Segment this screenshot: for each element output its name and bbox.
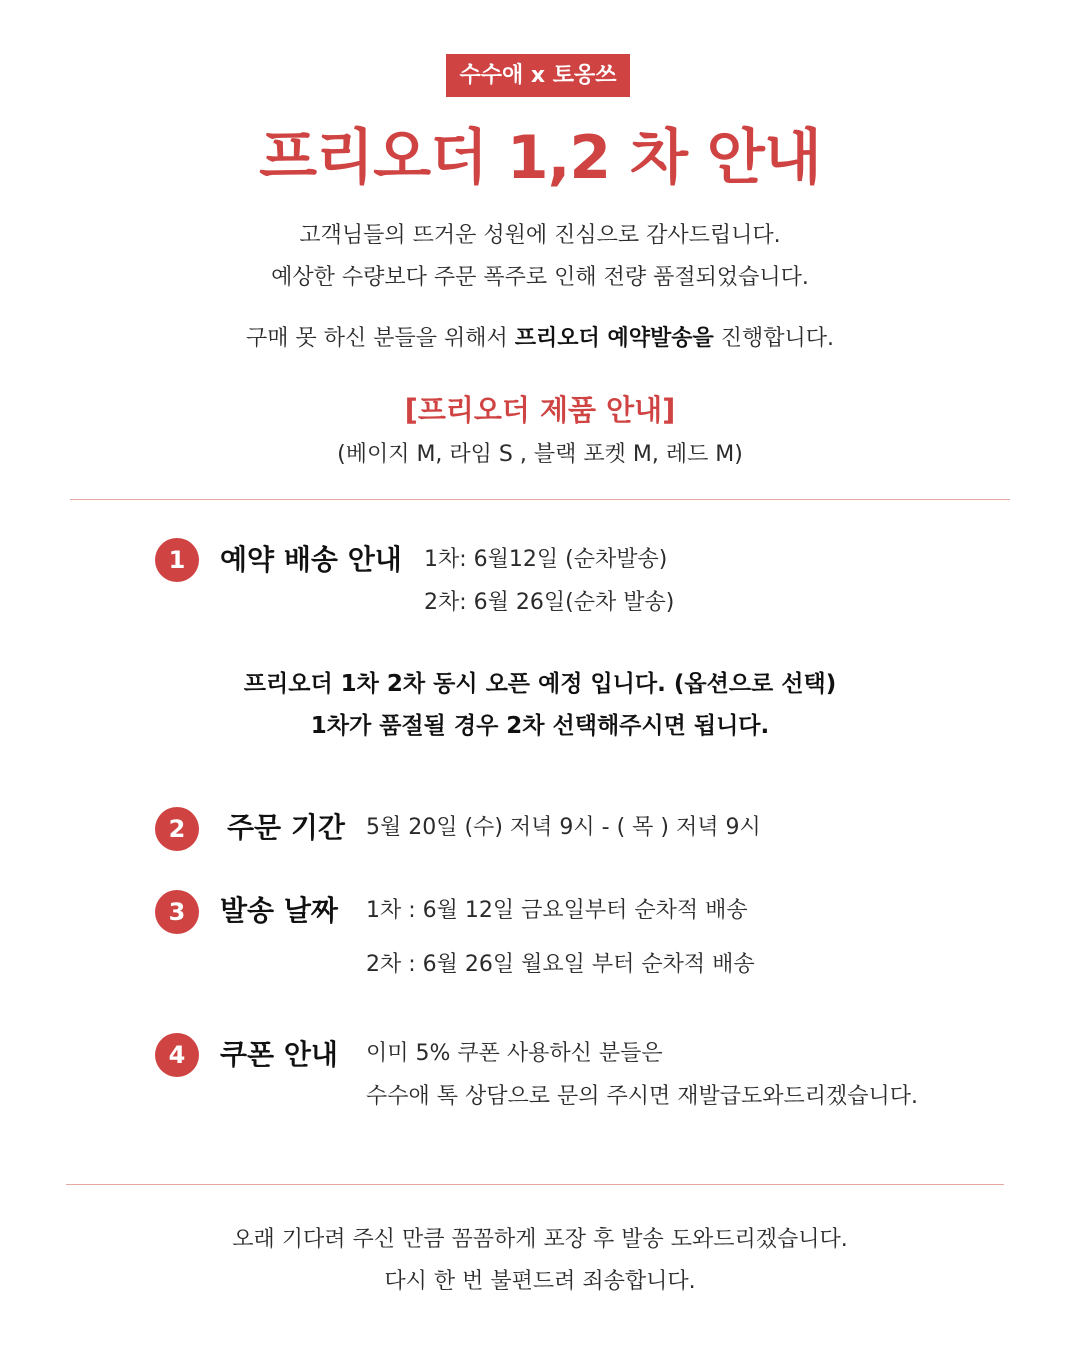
collab-badge: 수수애 x 토옹쓰: [446, 54, 630, 97]
number-badge-2: 2: [155, 807, 199, 851]
item-label-coupon: 쿠폰 안내: [220, 1038, 338, 1071]
product-section-title: [프리오더 제품 안내]: [404, 393, 676, 427]
footer-line-1: 오래 기다려 주신 만큼 꼼꼼하게 포장 후 발송 도와드리겠습니다.: [232, 1227, 848, 1252]
item-text-reservation-2: 2차: 6월 26일(순차 발송): [424, 590, 675, 615]
item-label-shipping-date: 발송 날짜: [220, 894, 338, 927]
divider-top: [70, 499, 1010, 500]
item-text-coupon-2: 수수애 톡 상담으로 문의 주시면 재발급도와드리겠습니다.: [366, 1084, 919, 1109]
number-badge-4: 4: [155, 1033, 199, 1077]
footer-line-2: 다시 한 번 불편드려 죄송합니다.: [384, 1269, 696, 1294]
intro-line-2: 예상한 수량보다 주문 폭주로 인해 전량 품절되었습니다.: [271, 265, 809, 290]
intro-line-3-bold: 프리오더 예약발송을: [514, 326, 714, 351]
notice-line-1: 프리오더 1차 2차 동시 오픈 예정 입니다. (옵션으로 선택): [243, 671, 837, 697]
item-text-shipping-2: 2차 : 6월 26일 월요일 부터 순차적 배송: [366, 952, 755, 977]
number-badge-1: 1: [155, 538, 199, 582]
item-label-reservation-delivery: 예약 배송 안내: [220, 543, 402, 576]
item-text-coupon-1: 이미 5% 쿠폰 사용하신 분들은: [366, 1041, 663, 1066]
number-badge-3: 3: [155, 890, 199, 934]
intro-line-1: 고객님들의 뜨거운 성원에 진심으로 감사드립니다.: [299, 223, 781, 248]
intro-line-3: [0, 324, 1080, 354]
item-text-reservation-1: 1차: 6월12일 (순차발송): [424, 547, 668, 572]
intro-line-3-before: 구매 못 하신 분들을 위해서: [246, 326, 515, 351]
item-text-order-period: 5월 20일 (수) 저녁 9시 - ( 목 ) 저녁 9시: [366, 815, 761, 840]
item-label-order-period: 주문 기간: [227, 811, 345, 844]
intro-line-3-after: 진행합니다.: [713, 326, 834, 351]
notice-line-2: 1차가 품절될 경우 2차 선택해주시면 됩니다.: [310, 713, 770, 739]
divider-bottom: [66, 1184, 1004, 1185]
item-text-shipping-1: 1차 : 6월 12일 금요일부터 순차적 배송: [366, 898, 748, 923]
page-title: 프리오더 1,2 차 안내: [259, 123, 821, 193]
product-list: (베이지 M, 라임 S , 블랙 포켓 M, 레드 M): [337, 442, 743, 467]
